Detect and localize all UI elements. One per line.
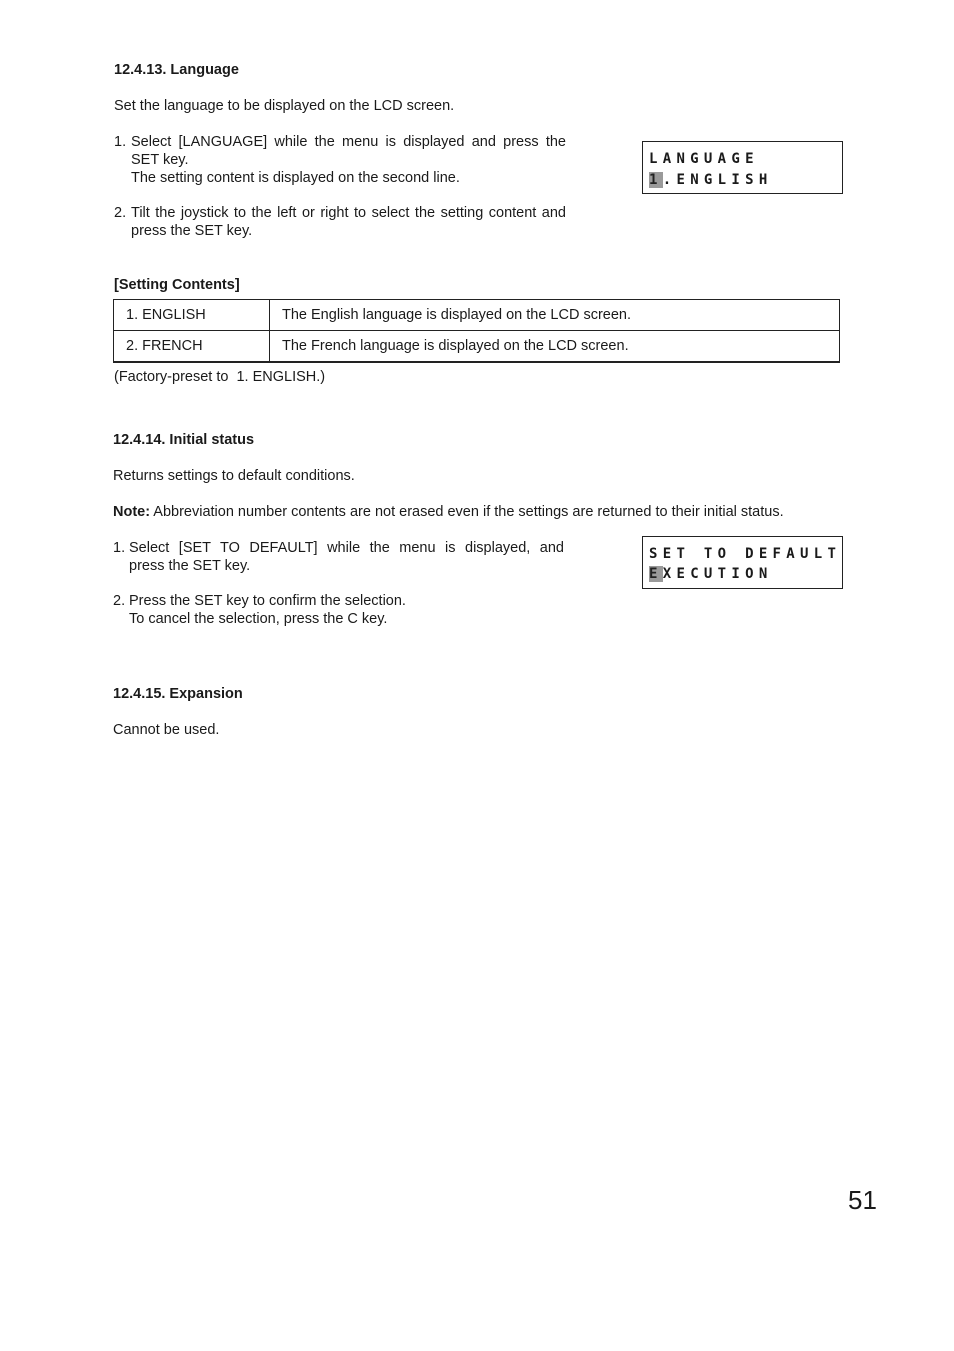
setting-contents-table [113, 299, 840, 363]
note-label: Note: [113, 504, 151, 520]
lcd-cursor: E [649, 566, 663, 582]
step-line: SET key. [131, 152, 189, 168]
step-line: To cancel the selection, press the C key. [129, 611, 388, 627]
step-line: Press the SET key to confirm the selection. [129, 593, 406, 609]
setting-contents-heading: [Setting Contents] [114, 277, 240, 293]
step-number: 1. [113, 540, 126, 556]
page-number: 51 [848, 1185, 877, 1215]
lcd-line-1: SET TO DEFAULT [649, 546, 842, 562]
table-row [114, 300, 840, 331]
lcd-line-2 [649, 565, 773, 583]
table-cell-description: The English language is displayed on the LCD screen. [270, 300, 840, 331]
lcd-cursor: 1 [649, 172, 663, 188]
step-number: 2. [114, 205, 127, 221]
table-cell-description: The French language is displayed on the LCD screen. [270, 331, 840, 363]
language-intro: Set the language to be displayed on the LCD screen. [114, 98, 455, 114]
step-line: press the SET key. [129, 558, 251, 574]
lcd-line-2-text: XECUTION [662, 566, 773, 582]
table-cell-option: 1. ENGLISH [114, 300, 270, 331]
lcd-display-language [642, 141, 843, 194]
factory-preset-note: (Factory-preset to 1. ENGLISH.) [114, 369, 326, 385]
section-heading-initial-status: 12.4.14. Initial status [113, 432, 255, 448]
section-heading-expansion: 12.4.15. Expansion [113, 686, 243, 702]
step-line: Select [LANGUAGE] while the menu is displayed and press the [131, 134, 566, 150]
initial-status-intro: Returns settings to default conditions. [113, 468, 355, 484]
expansion-text: Cannot be used. [113, 722, 220, 738]
initial-status-note [113, 503, 784, 521]
step-number: 1. [114, 134, 127, 150]
step-number: 2. [113, 593, 126, 609]
step-line: press the SET key. [131, 223, 253, 239]
section-heading-language: 12.4.13. Language [114, 62, 239, 78]
lcd-line-2-text: .ENGLISH [662, 172, 773, 188]
lcd-display-initial-status [642, 536, 843, 589]
table-row [114, 331, 840, 363]
step-line: Tilt the joystick to the left or right to select the setting content and [131, 205, 566, 221]
step-line: Select [SET TO DEFAULT] while the menu is displayed, and [129, 540, 564, 556]
note-text: Abbreviation number contents are not erased even if the settings are returned to their initial status. [150, 504, 784, 520]
table-cell-option: 2. FRENCH [114, 331, 270, 363]
step-line: The setting content is displayed on the second line. [131, 170, 460, 186]
lcd-line-2 [649, 171, 773, 189]
lcd-line-1: LANGUAGE [649, 151, 759, 167]
